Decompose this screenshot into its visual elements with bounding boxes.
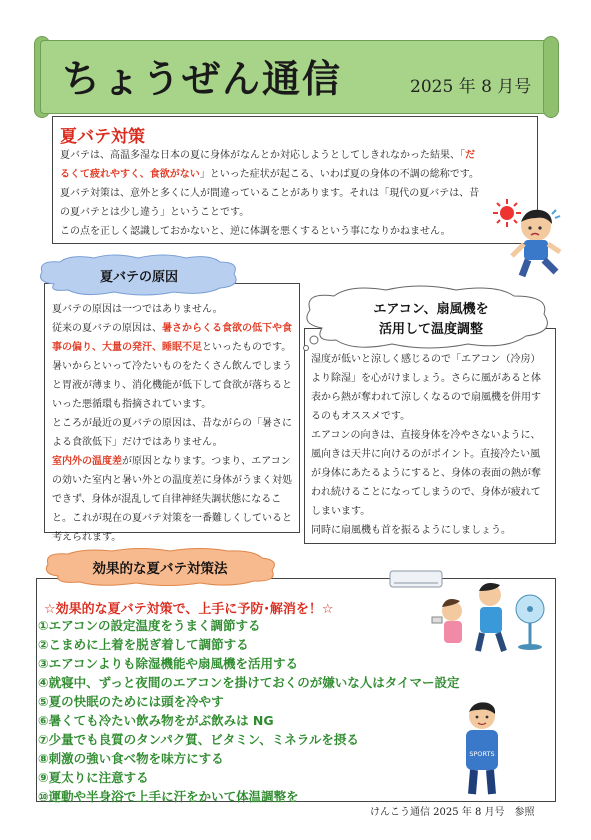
aircon-p3: 同時に扇風機も首を振るようにしましょう。 [311, 525, 511, 536]
tired-boy-illustration [506, 206, 570, 280]
aircon-body [311, 350, 549, 540]
list-item: ①エアコンの設定温度をうまく調節する [38, 618, 261, 633]
list-item: ⑤夏の快眠のためには頭を冷やす [38, 694, 224, 709]
list-item: ⑨夏太りに注意する [38, 770, 149, 785]
natsubate-body [60, 146, 480, 241]
cause-p4: 室内外の温度差が原因となります。つまり、エアコンの効いた室内と暑い外との温度差に身体がうまく対処できず、身体が混乱して自律神経失調状態になること。これが現在の夏バテ対策を一番難しくしていると考えられます。 [52, 456, 292, 543]
aircon-p1: 湿度が低いと涼しく感じるので「エアコン（冷房）より除湿」を心がけましょう。さらに風があると体表から熱が奪われて涼しくなるので扇風機を併用するのもオススメです。 [311, 354, 541, 422]
list-item: ⑥暑くても冷たい飲み物をがぶ飲みは NG [38, 713, 274, 728]
cause-p2: 従来の夏バテの原因は、暑さからくる食欲の低下や食事の偏り、大量の発汗、睡眠不足といったものです。暑いからといって冷たいものをたくさん飲んでしまうと胃液が薄まり、消化機能が低下して食欲が落ちるといった悪循環も指摘されています。 [52, 323, 292, 410]
tips-lead: ☆効果的な夏バテ対策で、上手に予防･解消を！☆ [44, 602, 334, 617]
list-item: ②こまめに上着を脱ぎ着して調節する [38, 637, 249, 652]
cause-heading: 夏バテの原因 [99, 270, 178, 285]
list-item: ⑧刺激の強い食べ物を味方にする [38, 751, 224, 766]
list-item: ③エアコンよりも除湿機能や扇風機を活用する [38, 656, 298, 671]
list-item: ⑦少量でも良質のタンパク質、ビタミン、ミネラルを摂る [38, 732, 359, 747]
list-item: ⑩運動や半身浴で上手に汗をかいて体温調整を [38, 789, 299, 804]
natsubate-p1: 夏バテは、高温多湿な日本の夏に身体がなんとか対応しようとしてしきれなかった結果、「だるくて疲れやすく、食欲がない」といった症状が起こる、いわば夏の身体の不調の総称です。 [60, 150, 480, 180]
tips-heading: 効果的な夏バテ対策法 [92, 561, 228, 577]
aircon-heading-line1: エアコン、扇風機を [373, 302, 489, 317]
sports-boy-illustration [458, 700, 506, 798]
banner-curl-right [543, 36, 559, 118]
shirt-text: SPORTS [469, 750, 495, 758]
natsubate-heading: 夏バテ対策 [60, 127, 145, 147]
aircon-heading [306, 300, 556, 340]
natsubate-p2: 夏バテ対策は、意外と多くに人が間違っていることがあります。それは「現代の夏バテは、昔の夏バテとは少し違う」ということです。 [60, 188, 480, 218]
aircon-fan-kids-illustration [386, 565, 552, 655]
list-item: ④就寝中、ずっと夜間のエアコンを掛けておくのが嫌いな人はタイマー設定 [38, 675, 460, 690]
cause-p3: ところが最近の夏バテの原因は、昔ながらの「暑さによる食欲低下」だけではありません。 [52, 418, 292, 448]
page-title: ちょうぜん通信 [62, 57, 343, 101]
cause-body [52, 300, 292, 547]
footer-source: けんこう通信 2025 年 8 月号 参照 [370, 807, 535, 818]
aircon-heading-line2: 活用して温度調整 [378, 322, 483, 337]
aircon-p2: エアコンの向きは、直接身体を冷やさないように、風向きは天井に向けるのがポイント。直接冷たい風が身体にあたるようにすると、身体の表面の熱が奪われ続けることになってしまうので、身体が疲れてしまいます。 [311, 430, 541, 517]
natsubate-p3: この点を正しく認識しておかないと、逆に体調を悪くするという事になりかねません。 [60, 226, 451, 237]
cause-p1: 夏バテの原因は一つではありません。 [52, 304, 223, 315]
issue-date: 2025 年 8 月号 [410, 77, 532, 97]
